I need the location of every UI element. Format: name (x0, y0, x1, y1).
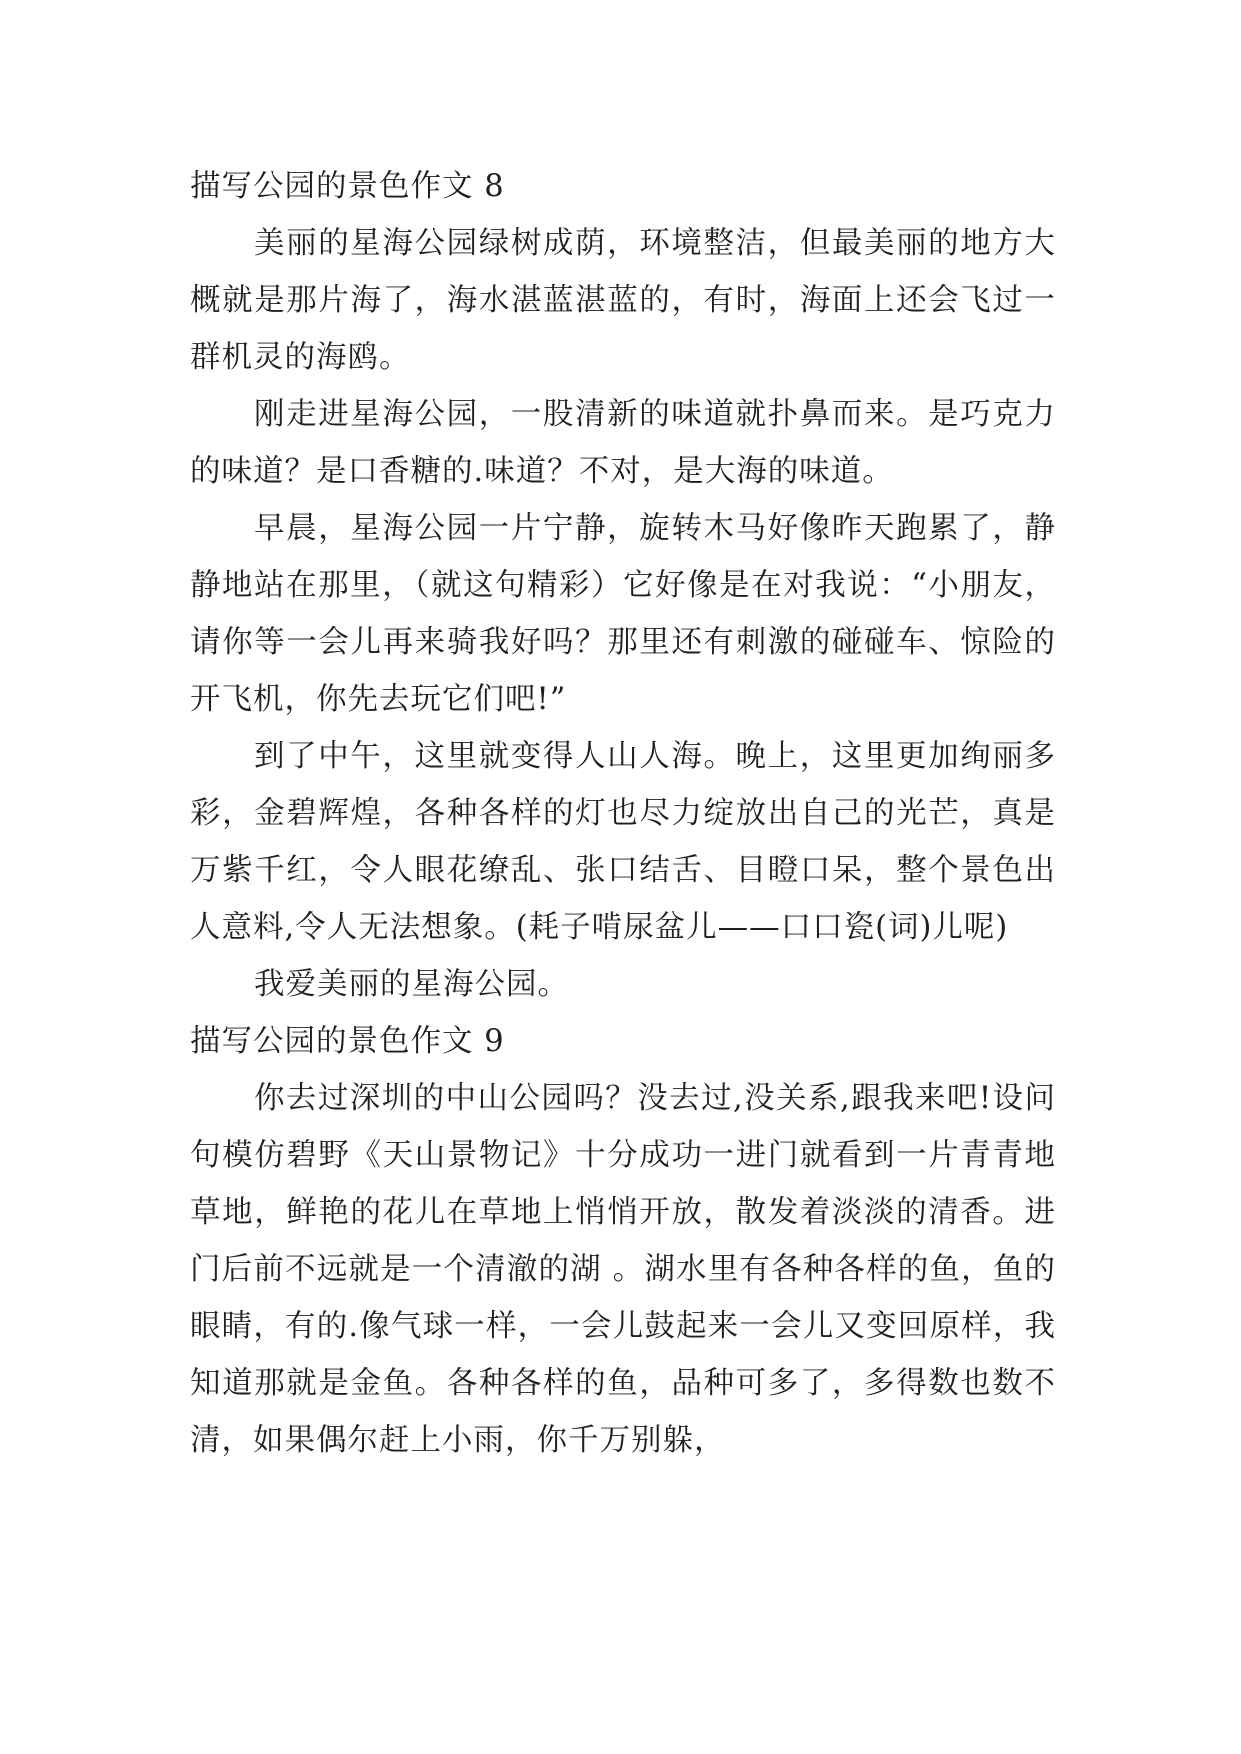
paragraph: 美丽的星海公园绿树成荫，环境整洁，但最美丽的地方大概就是那片海了，海水湛蓝湛蓝的，有时，海面上还会飞过一群机灵的海鸥。 (190, 226, 1056, 375)
document-body (190, 158, 1056, 1469)
paragraph: 我爱美丽的星海公园。 (254, 967, 569, 1002)
essay-section-8 (190, 158, 1056, 1013)
paragraph: 刚走进星海公园，一股清新的味道就扑鼻而来。是巧克力的味道？是口香糖的.味道？不对，是大海的味道。 (190, 397, 1056, 489)
paragraph: 早晨，星海公园一片宁静，旋转木马好像昨天跑累了，静静地站在那里，（就这句精彩）它好像是在对我说：“小朋友，请你等一会儿再来骑我好吗？那里还有刺激的碰碰车、惊险的开飞机，你先去玩它们吧!” (190, 511, 1056, 717)
essay-section-9 (190, 1013, 1056, 1469)
paragraph: 你去过深圳的中山公园吗？没去过,没关系,跟我来吧!设问句模仿碧野《天山景物记》十分成功一进门就看到一片青青地草地，鲜艳的花儿在草地上悄悄开放，散发着淡淡的清香。进门后前不远就是一个清澈的湖 。湖水里有各种各样的鱼，鱼的眼睛，有的.像气球一样，一会儿鼓起来一会儿又变回原样，我知道那就是金鱼。各种各样的鱼，品种可多了，多得数也数不清，如果偶尔赶上小雨，你千万别躲， (190, 1081, 1056, 1458)
section-heading: 描写公园的景色作文 8 (190, 169, 505, 204)
section-heading: 描写公园的景色作文 9 (190, 1024, 505, 1059)
paragraph: 到了中午，这里就变得人山人海。晚上，这里更加绚丽多彩，金碧辉煌，各种各样的灯也尽力绽放出自己的光芒，真是万紫千红，令人眼花缭乱、张口结舌、目瞪口呆，整个景色出人意料,令人无法想象。(耗子啃尿盆儿——口口瓷(词)儿呢) (190, 739, 1056, 945)
